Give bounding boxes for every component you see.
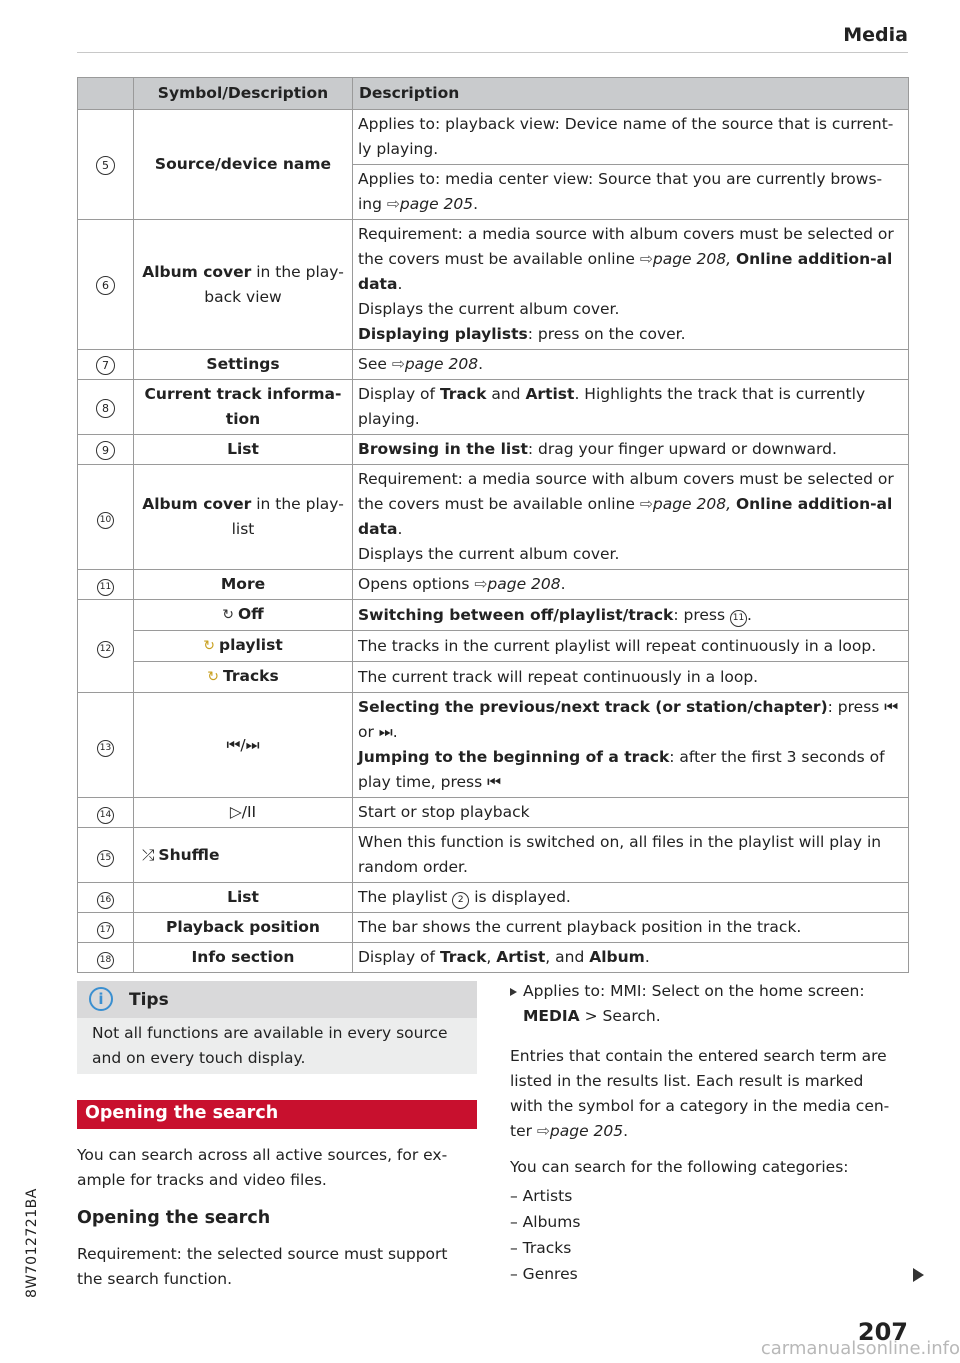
row-number: 14	[78, 798, 134, 828]
row-number: 8	[78, 380, 134, 435]
row-symbol: Settings	[134, 350, 353, 380]
row-description: Opens options ⇨page 208.	[353, 570, 909, 600]
row-symbol: ⤮ Shuffle	[134, 828, 353, 883]
table-row	[78, 662, 909, 693]
table-header-row	[78, 78, 909, 110]
list-item: – Tracks	[510, 1239, 572, 1257]
row-symbol: More	[134, 570, 353, 600]
row-description: Display of Track and Artist. Highlights the track that is currently playing.	[353, 380, 909, 435]
table-row	[78, 693, 909, 798]
table-row	[78, 435, 909, 465]
document-code: 8W7012721BA	[24, 1188, 40, 1298]
table-row	[78, 110, 909, 165]
symbol-table	[77, 77, 909, 973]
row-symbol: ↻ Off	[134, 600, 353, 631]
arrow-icon: ⇨	[639, 250, 653, 268]
step-arrow-icon	[510, 988, 517, 996]
section-banner: Opening the search	[77, 1100, 477, 1129]
table-row	[78, 913, 909, 943]
row-description: The bar shows the current playback position in the track.	[353, 913, 909, 943]
table-row	[78, 220, 909, 350]
row-description: The tracks in the current playlist will repeat continuously in a loop.	[353, 631, 909, 662]
subheading: Opening the search	[77, 1208, 271, 1228]
row-symbol: ↻ playlist	[134, 631, 353, 662]
row-description: When this function is switched on, all files in the playlist will play in random order.	[353, 828, 909, 883]
row-number: 16	[78, 883, 134, 913]
header-rule	[77, 52, 908, 53]
row-number: 13	[78, 693, 134, 798]
row-symbol: Album cover in the play-back view	[134, 220, 353, 350]
row-description: Requirement: a media source with album covers must be selected or the covers must be available online ⇨page 208, Online addition-al data. Displays the current album cover. Displaying playlists: press on the cover.	[353, 220, 909, 350]
row-description: Applies to: playback view: Device name of the source that is current-ly playing.	[353, 110, 909, 165]
arrow-icon: ⇨	[391, 355, 405, 373]
row-symbol: ⏮/⏭	[134, 693, 353, 798]
arrow-icon: ⇨	[639, 495, 653, 513]
row-number: 11	[78, 570, 134, 600]
row-number: 7	[78, 350, 134, 380]
row-number: 12	[78, 600, 134, 693]
step-instruction: Applies to: MMI: Select on the home screen: MEDIA > Search.	[510, 979, 865, 1029]
row-number: 15	[78, 828, 134, 883]
arrow-icon: ⇨	[386, 195, 400, 213]
repeat-playlist-icon: ↻	[203, 638, 215, 654]
list-item: – Artists	[510, 1187, 573, 1205]
row-description: See ⇨page 208.	[353, 350, 909, 380]
row-number: 18	[78, 943, 134, 973]
row-description: Applies to: media center view: Source that you are currently brows-ing ⇨page 205.	[353, 165, 909, 220]
watermark: carmanualsonline.info	[760, 1338, 960, 1359]
row-symbol: ↻ Tracks	[134, 662, 353, 693]
row-description: Selecting the previous/next track (or station/chapter): press ⏮ or ⏭. Jumping to the beginning of a track: after the first 3 seconds of play time, press ⏮	[353, 693, 909, 798]
row-number: 5	[78, 110, 134, 220]
row-symbol: Current track informa-tion	[134, 380, 353, 435]
left-paragraph-1: You can search across all active sources, for ex- ample for tracks and video files.	[77, 1146, 448, 1189]
table-row	[78, 798, 909, 828]
header-description: Description	[353, 78, 909, 110]
row-number: 6	[78, 220, 134, 350]
row-symbol: Source/device name	[134, 110, 353, 220]
table-row	[78, 631, 909, 662]
row-number: 9	[78, 435, 134, 465]
section-title: Media	[843, 24, 908, 46]
row-description: Requirement: a media source with album covers must be selected or the covers must be available online ⇨page 208, Online addition-al data. Displays the current album cover.	[353, 465, 909, 570]
right-paragraph-2: You can search for the following categories:	[510, 1158, 849, 1176]
tips-label: Tips	[129, 990, 169, 1010]
right-paragraph-1: Entries that contain the entered search term are listed in the results list. Each result is marked with the symbol for a category in the media cen- ter ⇨page 205.	[510, 1047, 890, 1140]
row-number: 17	[78, 913, 134, 943]
row-description: Start or stop playback	[353, 798, 909, 828]
table-row	[78, 380, 909, 435]
left-paragraph-2: Requirement: the selected source must support the search function.	[77, 1245, 448, 1288]
row-symbol: Info section	[134, 943, 353, 973]
row-symbol: List	[134, 883, 353, 913]
table-row	[78, 350, 909, 380]
page-number: 207	[857, 1318, 908, 1346]
row-symbol: ▷/II	[134, 798, 353, 828]
header-blank	[78, 78, 134, 110]
tips-body: Not all functions are available in every source and on every touch display.	[77, 1018, 477, 1074]
row-symbol: Playback position	[134, 913, 353, 943]
header-symbol: Symbol/Description	[134, 78, 353, 110]
category-list	[510, 1183, 580, 1287]
repeat-track-icon: ↻	[207, 669, 220, 685]
table-row	[78, 943, 909, 973]
row-number: 10	[78, 465, 134, 570]
table-row	[78, 883, 909, 913]
list-item: – Albums	[510, 1213, 581, 1231]
list-item: – Genres	[510, 1265, 578, 1283]
table-row	[78, 828, 909, 883]
arrow-icon: ⇨	[536, 1122, 550, 1140]
repeat-icon: ↻	[222, 607, 234, 623]
row-description: The playlist 2 is displayed.	[353, 883, 909, 913]
row-description: Display of Track, Artist, and Album.	[353, 943, 909, 973]
row-symbol: List	[134, 435, 353, 465]
row-symbol: Album cover in the play-list	[134, 465, 353, 570]
table-row	[78, 600, 909, 631]
tips-header	[77, 981, 477, 1018]
arrow-icon: ⇨	[474, 575, 488, 593]
row-description: The current track will repeat continuously in a loop.	[353, 662, 909, 693]
table-row	[78, 465, 909, 570]
row-description: Browsing in the list: drag your finger upward or downward.	[353, 435, 909, 465]
info-icon: i	[89, 987, 113, 1011]
continue-arrow-icon	[913, 1268, 924, 1282]
row-description: Switching between off/playlist/track: press 11 .	[353, 600, 909, 631]
table-row	[78, 570, 909, 600]
shuffle-icon: ⤮	[142, 845, 155, 864]
